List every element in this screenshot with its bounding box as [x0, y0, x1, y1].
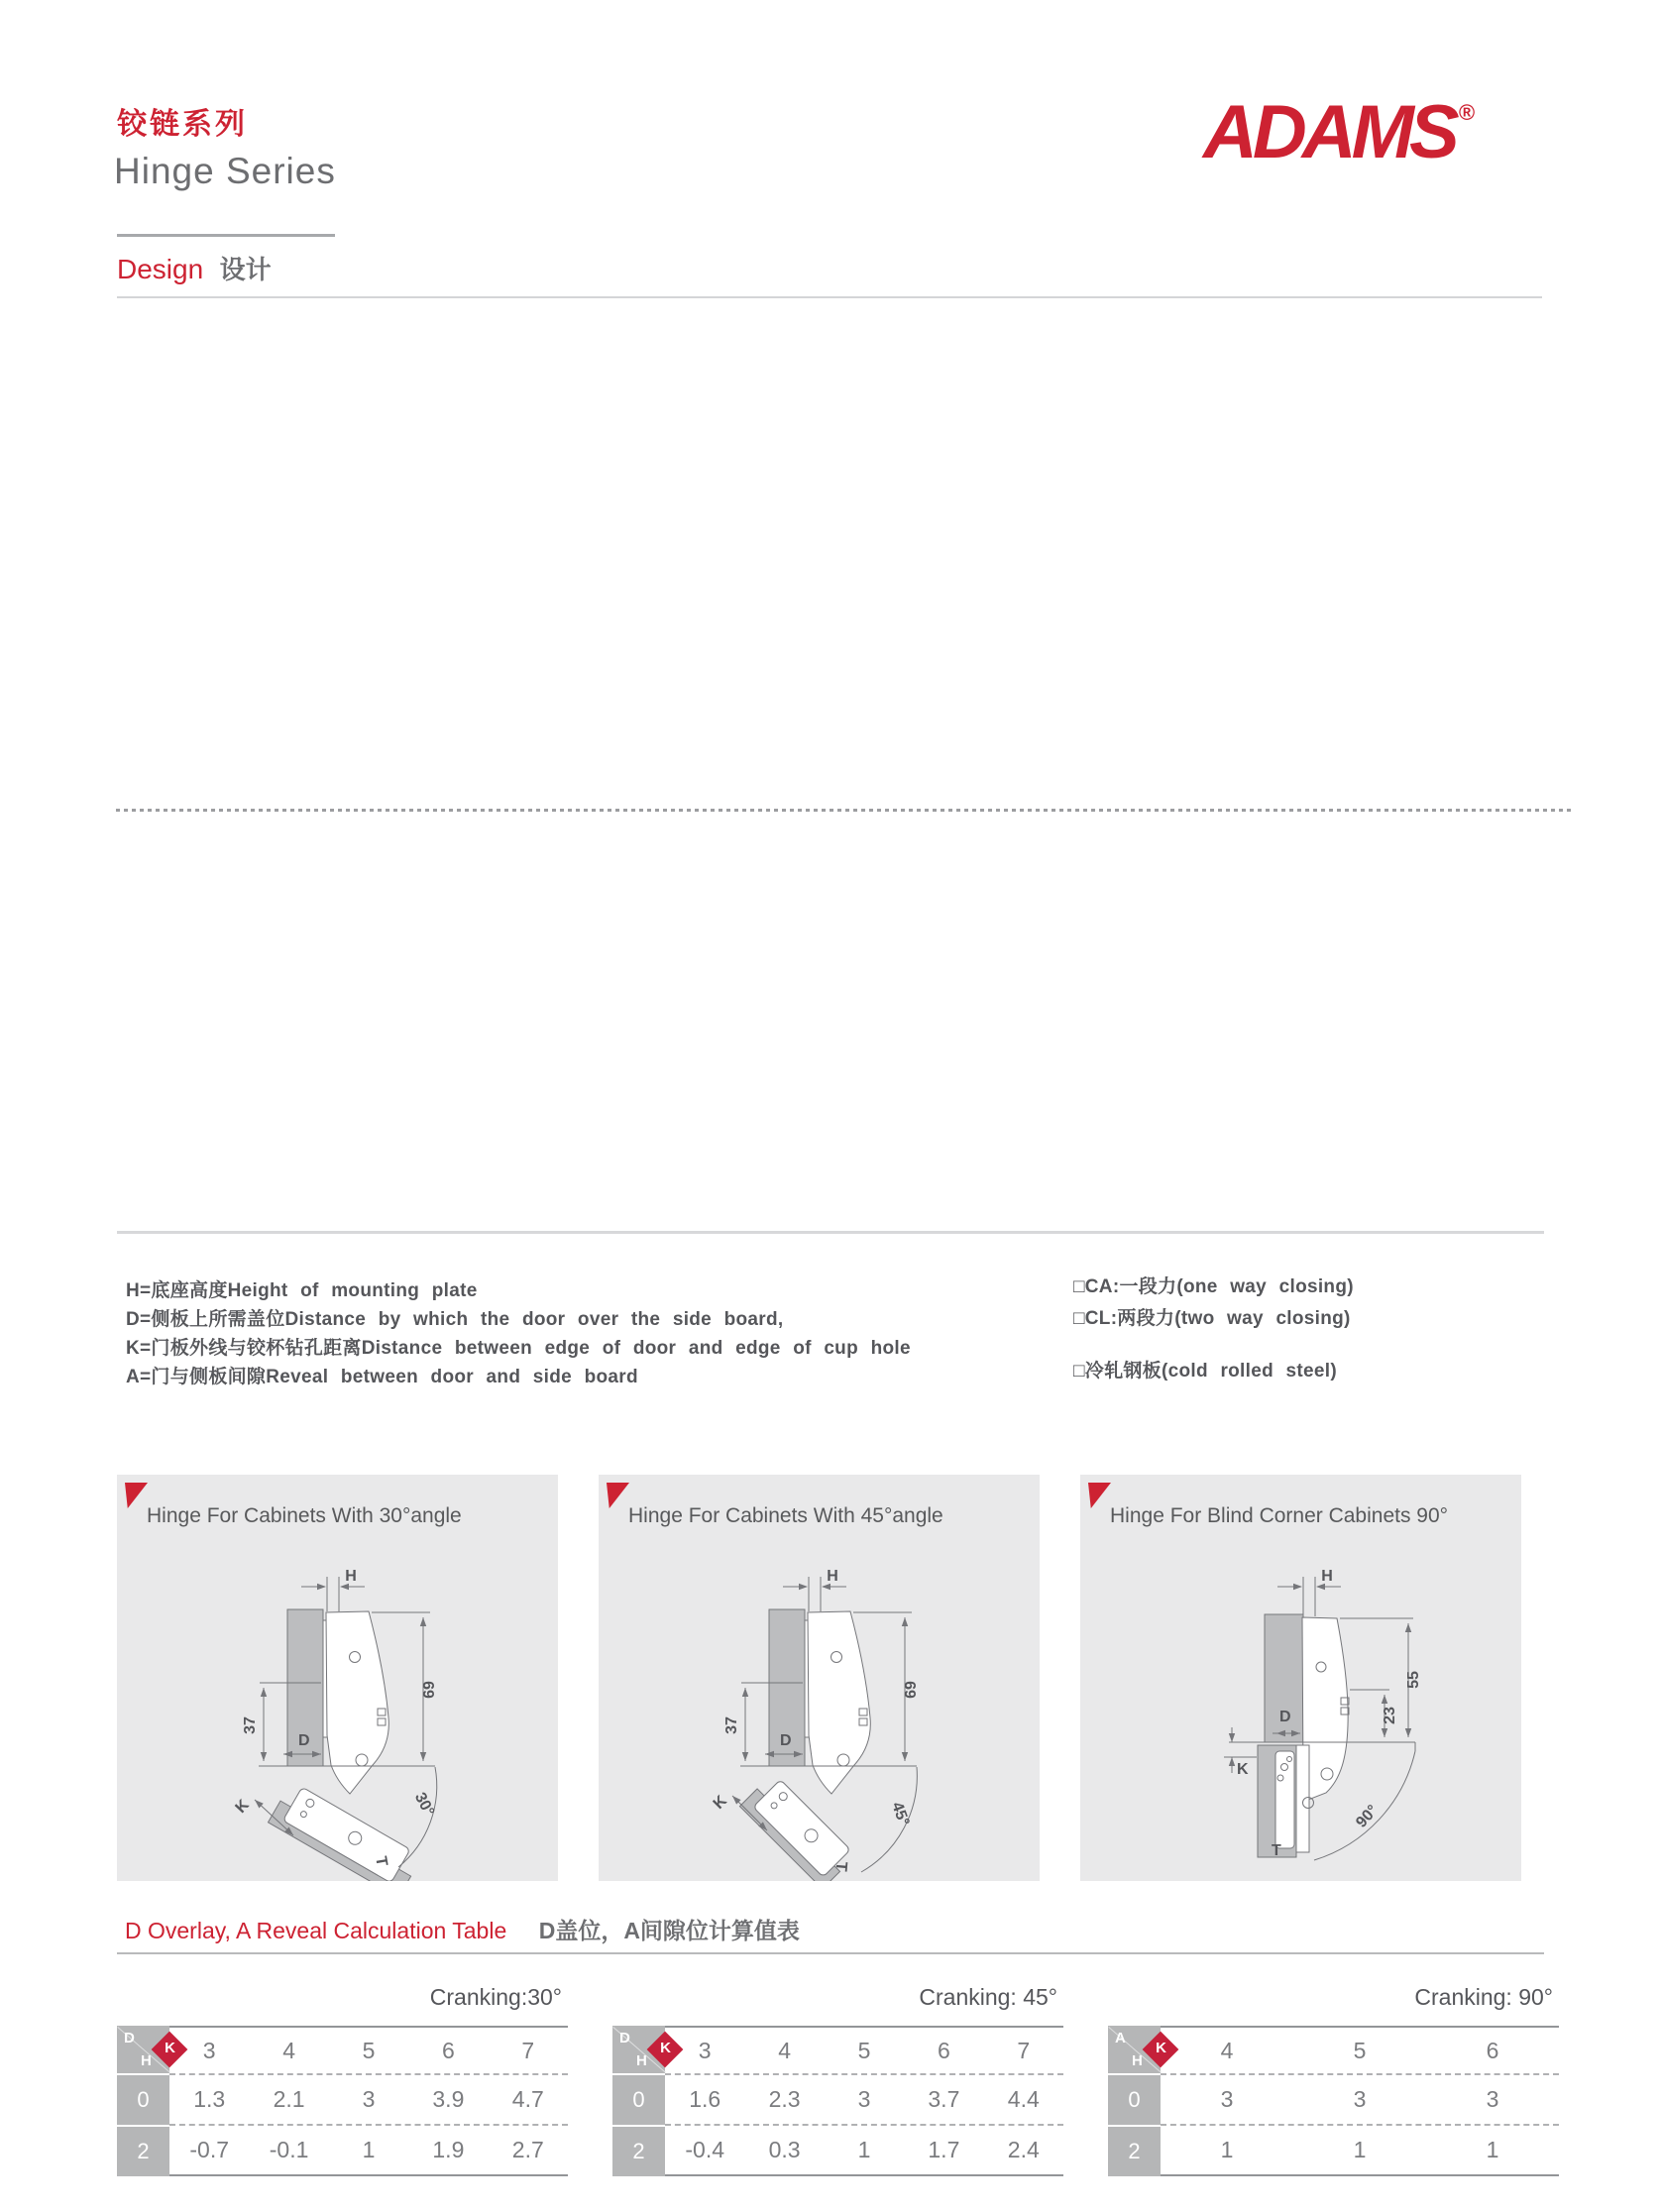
- dim-k-label: K: [710, 1792, 730, 1813]
- corner-k-label: K: [1156, 2040, 1166, 2056]
- dim-overlay-label: D: [298, 1732, 310, 1749]
- value-cell: 3: [1486, 2086, 1499, 2112]
- header-underline: [117, 234, 335, 237]
- hinge-diagram-30: [117, 1569, 558, 1876]
- value-cell: 1.3: [193, 2086, 226, 2112]
- panel-title: Hinge For Cabinets With 30°angle: [147, 1504, 462, 1527]
- calc-title-zh: D盖位，A间隙位计算值表: [538, 1918, 800, 1943]
- col-header-cell: 6: [441, 2037, 455, 2063]
- corner-flag-icon: [607, 1483, 629, 1508]
- calc-table-heading: [125, 1913, 800, 1945]
- definition-line: K=门板外线与铰杯钻孔距离Distance between edge of door and edge of cup hole: [126, 1338, 911, 1359]
- dim-overlay-label: D: [780, 1732, 792, 1749]
- dim-h-label: H: [1321, 1568, 1333, 1585]
- option-line: □CA:一段力(one way closing): [1073, 1276, 1354, 1297]
- value-cell: 3.7: [928, 2086, 960, 2112]
- cranking-label-30: Cranking:30°: [429, 1984, 562, 2010]
- col-header-cell: 5: [362, 2037, 376, 2063]
- arm-strip: [1296, 1745, 1309, 1852]
- angle-label: 30°: [410, 1790, 438, 1820]
- value-cell: 3: [1220, 2086, 1234, 2112]
- value-cell: -0.1: [269, 2137, 309, 2162]
- value-cell: 1: [1353, 2137, 1367, 2162]
- table-row: [665, 2075, 1063, 2126]
- cup-plate: [1275, 1751, 1294, 1848]
- dim-k-label: K: [232, 1796, 253, 1817]
- col-header-cell: 5: [1353, 2037, 1367, 2063]
- door-t-label: T: [1272, 1842, 1281, 1859]
- col-header-cell: 4: [1220, 2037, 1234, 2063]
- panel-hinge-45: [599, 1475, 1040, 1881]
- option-line: □冷轧钢板(cold rolled steel): [1073, 1361, 1337, 1382]
- row-header: 2: [612, 2127, 665, 2176]
- panel-hinge-30: [117, 1475, 558, 1881]
- corner-k-label: K: [165, 2040, 175, 2056]
- panel-title: Hinge For Cabinets With 45°angle: [628, 1504, 943, 1527]
- col-header-cell: 4: [778, 2037, 791, 2063]
- corner-top-label: D: [124, 2030, 135, 2046]
- dim-height-label: 69: [903, 1681, 920, 1699]
- row-header: 0: [1108, 2075, 1161, 2125]
- column-header-row: [665, 2028, 1063, 2075]
- table-data-area: [169, 2026, 568, 2176]
- panel-hinge-90: [1080, 1475, 1521, 1881]
- corner-k-label: K: [660, 2040, 671, 2056]
- door-t-label: T: [372, 1854, 390, 1868]
- value-cell: 1: [1486, 2137, 1499, 2162]
- value-cell: -0.7: [189, 2137, 230, 2162]
- corner-bottom-label: H: [636, 2052, 647, 2069]
- col-header-cell: 3: [202, 2037, 216, 2063]
- corner-bottom-label: H: [141, 2052, 152, 2069]
- col-header-cell: 6: [1486, 2037, 1499, 2063]
- dim-mid-label: 23: [1382, 1707, 1398, 1724]
- calc-table-90: [1108, 2026, 1559, 2176]
- calc-title-en: D Overlay, A Reveal Calculation Table: [125, 1918, 507, 1943]
- section-title-zh: 设计: [219, 255, 272, 284]
- corner-top-label: D: [619, 2030, 630, 2046]
- dim-height-label: 55: [1405, 1671, 1422, 1689]
- angle-label: 90°: [1353, 1802, 1383, 1831]
- hinge-diagram-90: [1080, 1569, 1521, 1876]
- table-row: [1161, 2075, 1559, 2126]
- row-header: 0: [612, 2075, 665, 2125]
- diagram-lines: [255, 1577, 437, 1881]
- value-cell: 4.7: [511, 2086, 544, 2112]
- corner-flag-icon: [125, 1483, 148, 1508]
- door-t-label: T: [831, 1860, 850, 1873]
- hinge-diagram-45: [599, 1569, 1040, 1876]
- definitions-block: [126, 1276, 911, 1391]
- value-cell: -0.4: [685, 2137, 725, 2162]
- dim-h-label: H: [345, 1568, 357, 1585]
- col-header-cell: 4: [282, 2037, 295, 2063]
- dashed-divider: [116, 809, 1571, 812]
- table-data-area: [665, 2026, 1063, 2176]
- table-row: [665, 2126, 1063, 2174]
- dim-side-label: 37: [723, 1716, 740, 1734]
- corner-flag-icon: [1088, 1483, 1111, 1508]
- brand-logo: [1203, 90, 1475, 174]
- cranking-label-45: Cranking: 45°: [919, 1984, 1057, 2010]
- column-header-row: [169, 2028, 568, 2075]
- angle-label: 45°: [888, 1800, 913, 1828]
- section-divider: [117, 296, 1542, 298]
- value-cell: 1.9: [432, 2137, 465, 2162]
- table-corner-cell: [117, 2026, 175, 2073]
- value-cell: 0.3: [768, 2137, 801, 2162]
- col-header-cell: 7: [1017, 2037, 1031, 2063]
- corner-top-label: A: [1115, 2030, 1126, 2046]
- row-header: 2: [1108, 2127, 1161, 2176]
- dim-h-label: H: [827, 1568, 838, 1585]
- series-title-zh: 铰链系列: [117, 108, 248, 141]
- value-cell: 1: [362, 2137, 376, 2162]
- legend-divider: [117, 1231, 1544, 1234]
- definition-line: D=侧板上所需盖位Distance by which the door over the side board,: [126, 1309, 784, 1330]
- dim-overlay-label: D: [1279, 1709, 1291, 1725]
- table-data-area: [1161, 2026, 1559, 2176]
- calc-divider: [117, 1952, 1544, 1954]
- definition-line: H=底座高度Height of mounting plate: [126, 1280, 478, 1301]
- value-cell: 2.1: [273, 2086, 305, 2112]
- row-header: 2: [117, 2127, 169, 2176]
- value-cell: 3.9: [432, 2086, 465, 2112]
- section-title-en: Design: [117, 254, 204, 284]
- dim-side-label: 37: [242, 1716, 259, 1734]
- cranking-label-90: Cranking: 90°: [1414, 1984, 1553, 2010]
- value-cell: 1: [857, 2137, 871, 2162]
- value-cell: 3: [362, 2086, 376, 2112]
- value-cell: 1.7: [928, 2137, 960, 2162]
- series-title-en: Hinge Series: [114, 151, 336, 191]
- panel-title: Hinge For Blind Corner Cabinets 90°: [1110, 1504, 1449, 1527]
- table-row: [1161, 2126, 1559, 2174]
- corner-bottom-label: H: [1132, 2052, 1143, 2069]
- row-header: 0: [117, 2075, 169, 2125]
- registered-mark: ®: [1458, 100, 1475, 125]
- col-header-cell: 3: [698, 2037, 712, 2063]
- table-corner-cell: [612, 2026, 671, 2073]
- value-cell: 3: [857, 2086, 871, 2112]
- table-row: [169, 2126, 568, 2174]
- diagram-lines: [732, 1577, 917, 1881]
- value-cell: 4.4: [1007, 2086, 1040, 2112]
- value-cell: 2.7: [511, 2137, 544, 2162]
- column-header-row: [1161, 2028, 1559, 2075]
- value-cell: 1: [1220, 2137, 1234, 2162]
- value-cell: 2.3: [768, 2086, 801, 2112]
- calc-table-45: [612, 2026, 1063, 2176]
- definition-line: A=门与侧板间隙Reveal between door and side board: [126, 1367, 638, 1387]
- value-cell: 1.6: [689, 2086, 721, 2112]
- option-line: □CL:两段力(two way closing): [1073, 1308, 1351, 1329]
- dim-height-label: 69: [421, 1681, 438, 1699]
- calc-table-30: [117, 2026, 568, 2176]
- value-cell: 2.4: [1007, 2137, 1040, 2162]
- section-heading: [117, 250, 272, 286]
- table-row: [169, 2075, 568, 2126]
- options-block: [1073, 1272, 1354, 1387]
- col-header-cell: 7: [521, 2037, 535, 2063]
- dim-k-label: K: [1237, 1761, 1249, 1778]
- col-header-cell: 5: [857, 2037, 871, 2063]
- col-header-cell: 6: [937, 2037, 950, 2063]
- brand-name: ADAMS: [1203, 90, 1455, 174]
- table-corner-cell: [1108, 2026, 1166, 2073]
- value-cell: 3: [1353, 2086, 1367, 2112]
